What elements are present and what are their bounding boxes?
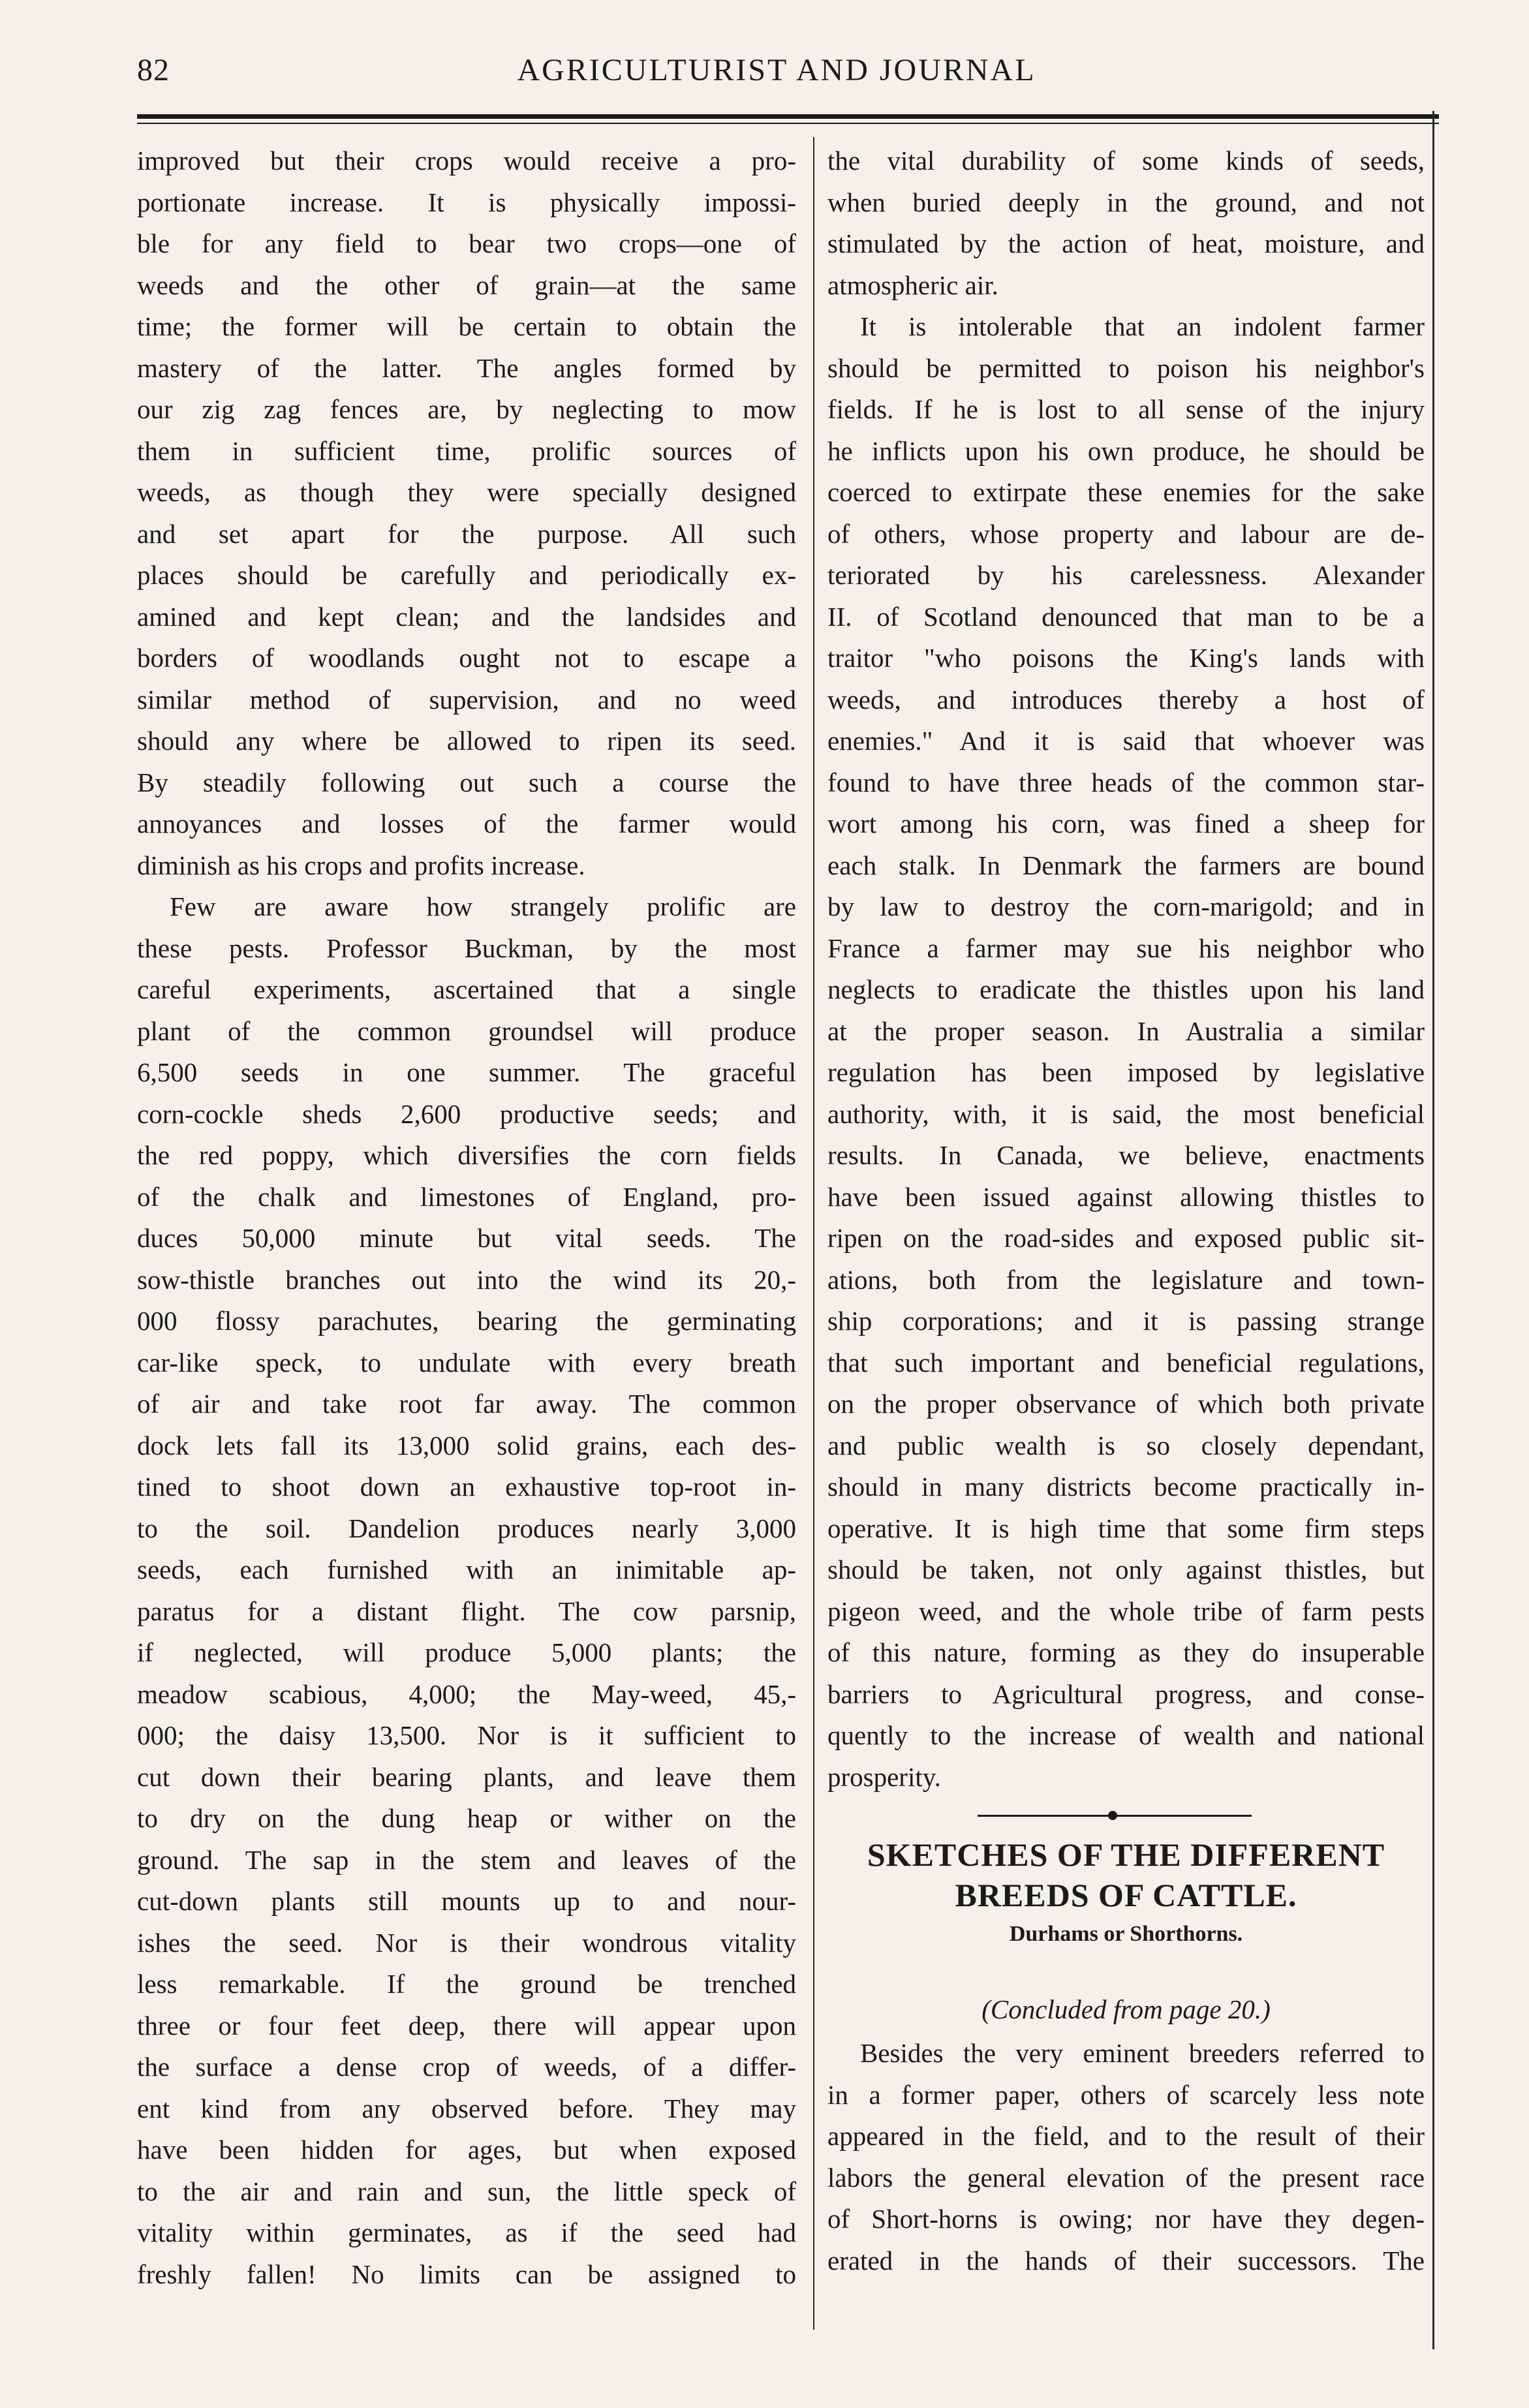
text-line: plant of the common groundsel will produce xyxy=(137,1015,796,1046)
text-line: teriorated by his carelessness. Alexander xyxy=(827,560,1425,590)
text-line: vitality within germinates, as if the seed had xyxy=(137,2217,796,2247)
header-rule-thin xyxy=(137,123,1439,124)
text-line: by law to destroy the corn-marigold; and in xyxy=(827,891,1425,921)
text-line: found to have three heads of the common star- xyxy=(827,767,1425,797)
text-line: authority, with, it is said, the most beneficial xyxy=(827,1098,1425,1129)
text-line: have been hidden for ages, but when exposed xyxy=(137,2135,796,2165)
text-line: ground. The sap in the stem and leaves of the xyxy=(137,1844,796,1875)
text-line: appeared in the field, and to the result of their xyxy=(827,2121,1425,2151)
text-line: It is intolerable that an indolent farmer xyxy=(860,311,1425,341)
text-line: mastery of the latter. The angles formed by xyxy=(137,352,796,383)
text-line: dock lets fall its 13,000 solid grains, each des- xyxy=(137,1430,796,1460)
text-line: coerced to extirpate these enemies for the sake xyxy=(827,477,1425,507)
text-line: quently to the increase of wealth and national xyxy=(827,1720,1425,1750)
text-line: on the proper observance of which both private xyxy=(827,1389,1425,1419)
text-line: annoyances and losses of the farmer would xyxy=(137,809,796,839)
text-line: regulation has been imposed by legislative xyxy=(827,1057,1425,1087)
text-line: should any where be allowed to ripen its seed. xyxy=(137,726,796,756)
text-line: of Short-horns is owing; nor have they degen- xyxy=(827,2204,1425,2234)
text-line: less remarkable. If the ground be trenched xyxy=(137,1969,796,1999)
text-line: the surface a dense crop of weeds, of a differ- xyxy=(137,2052,796,2082)
text-line: have been issued against allowing thistles to xyxy=(827,1181,1425,1212)
text-line: three or four feet deep, there will appear upon xyxy=(137,2010,796,2041)
text-line: freshly fallen! No limits can be assigned to xyxy=(137,2259,796,2289)
text-line: ship corporations; and it is passing strange xyxy=(827,1306,1425,1336)
text-line: ripen on the road-sides and exposed public sit- xyxy=(827,1223,1425,1253)
right-column xyxy=(827,140,1425,2349)
text-line: he inflicts upon his own produce, he should be xyxy=(827,435,1425,466)
text-line: weeds and the other of grain—at the same xyxy=(137,270,796,300)
text-line: ble for any field to bear two crops—one of xyxy=(137,228,796,258)
article-subheading: Durhams or Shorthorns. xyxy=(1009,1922,1243,1946)
text-line: the vital durability of some kinds of seeds, xyxy=(827,146,1425,176)
text-line: ent kind from any observed before. They may xyxy=(137,2093,796,2123)
text-line: weeds, and introduces thereby a host of xyxy=(827,684,1425,715)
text-line: France a farmer may sue his neighbor who xyxy=(827,933,1425,963)
text-line: By steadily following out such a course the xyxy=(137,767,796,797)
text-line: should be permitted to poison his neighbor's xyxy=(827,352,1425,383)
text-line: borders of woodlands ought not to escape a xyxy=(137,643,796,673)
text-line: II. of Scotland denounced that man to be a xyxy=(827,601,1425,632)
text-line: enemies." And it is said that whoever was xyxy=(827,726,1425,756)
text-line: them in sufficient time, prolific sources of xyxy=(137,435,796,466)
text-line: to dry on the dung heap or wither on the xyxy=(137,1803,796,1833)
text-line: portionate increase. It is physically impossi- xyxy=(137,187,796,217)
text-line: each stalk. In Denmark the farmers are bound xyxy=(827,850,1425,880)
text-line: cut-down plants still mounts up to and nour- xyxy=(137,1886,796,1916)
section-separator xyxy=(827,1798,1425,1834)
journal-title: AGRICULTURIST AND JOURNAL xyxy=(517,53,1036,87)
running-head xyxy=(137,52,1416,98)
text-line: seeds, each furnished with an inimitable ap- xyxy=(137,1554,796,1584)
page-number: 82 xyxy=(137,53,170,87)
text-line: operative. It is high time that some firm steps xyxy=(827,1513,1425,1543)
text-line: pigeon weed, and the whole tribe of farm pests xyxy=(827,1596,1425,1626)
text-line: of air and take root far away. The common xyxy=(137,1389,796,1419)
article-body xyxy=(827,2033,1425,2281)
text-line: of others, whose property and labour are de- xyxy=(827,518,1425,549)
text-line: these pests. Professor Buckman, by the most xyxy=(137,933,796,963)
text-line: fields. If he is lost to all sense of the injury xyxy=(827,394,1425,424)
text-line: corn-cockle sheds 2,600 productive seeds; and xyxy=(137,1098,796,1129)
text-line: sow-thistle branches out into the wind its 20,- xyxy=(137,1264,796,1295)
text-line: Besides the very eminent breeders referred to xyxy=(860,2038,1425,2068)
text-line: weeds, as though they were specially designed xyxy=(137,477,796,507)
text-line: duces 50,000 minute but vital seeds. The xyxy=(137,1223,796,1253)
text-line: if neglected, will produce 5,000 plants; the xyxy=(137,1637,796,1667)
text-line: at the proper season. In Australia a similar xyxy=(827,1015,1425,1046)
text-line: stimulated by the action of heat, moisture, and xyxy=(827,228,1425,258)
article-heading-line-2: BREEDS OF CATTLE. xyxy=(955,1877,1297,1913)
text-line: labors the general elevation of the present race xyxy=(827,2162,1425,2193)
text-line: similar method of supervision, and no weed xyxy=(137,684,796,715)
page-edge-rule xyxy=(1432,111,1434,2349)
text-line: our zig zag fences are, by neglecting to mow xyxy=(137,394,796,424)
continuation-note: (Concluded from page 20.) xyxy=(981,1994,1271,2024)
text-line: and public wealth is so closely dependant, xyxy=(827,1430,1425,1460)
text-line: ations, both from the legislature and town- xyxy=(827,1264,1425,1295)
text-line: of the chalk and limestones of England, pro- xyxy=(137,1181,796,1212)
left-column xyxy=(137,140,796,2295)
text-line: should in many districts become practically in- xyxy=(827,1472,1425,1502)
text-line: in a former paper, others of scarcely less note xyxy=(827,2079,1425,2110)
text-line: traitor "who poisons the King's lands with xyxy=(827,643,1425,673)
text-line: ishes the seed. Nor is their wondrous vitality xyxy=(137,1927,796,1958)
text-line: paratus for a distant flight. The cow parsnip, xyxy=(137,1596,796,1626)
text-line: cut down their bearing plants, and leave them xyxy=(137,1761,796,1792)
article-heading: SKETCHES OF THE DIFFERENT xyxy=(867,1836,1385,1873)
text-line: should be taken, not only against thistles, but xyxy=(827,1554,1425,1584)
text-line: neglects to eradicate the thistles upon his land xyxy=(827,974,1425,1004)
text-line: tined to shoot down an exhaustive top-root in- xyxy=(137,1472,796,1502)
text-line: that such important and beneficial regulations, xyxy=(827,1347,1425,1378)
text-line: to the air and rain and sun, the little speck of xyxy=(137,2176,796,2206)
right-column-text xyxy=(827,140,1425,1798)
text-line: erated in the hands of their successors. The xyxy=(827,2245,1425,2276)
text-line: the red poppy, which diversifies the corn fields xyxy=(137,1140,796,1170)
text-line: results. In Canada, we believe, enactments xyxy=(827,1140,1425,1170)
text-line: meadow scabious, 4,000; the May-weed, 45,- xyxy=(137,1678,796,1709)
text-line: when buried deeply in the ground, and not xyxy=(827,187,1425,217)
text-line: Few are aware how strangely prolific are xyxy=(170,891,796,921)
text-line: atmospheric air. xyxy=(827,270,998,300)
text-line: 000 flossy parachutes, bearing the germinating xyxy=(137,1306,796,1336)
text-line: careful experiments, ascertained that a single xyxy=(137,974,796,1004)
text-line: 6,500 seeds in one summer. The graceful xyxy=(137,1057,796,1087)
text-line: barriers to Agricultural progress, and conse- xyxy=(827,1678,1425,1709)
text-line: 000; the daisy 13,500. Nor is it sufficient to xyxy=(137,1720,796,1750)
text-line: to the soil. Dandelion produces nearly 3,000 xyxy=(137,1513,796,1543)
text-line: amined and kept clean; and the landsides and xyxy=(137,601,796,632)
text-line: wort among his corn, was fined a sheep for xyxy=(827,809,1425,839)
text-line: places should be carefully and periodically ex- xyxy=(137,560,796,590)
text-line: improved but their crops would receive a pro- xyxy=(137,146,796,176)
text-line: of this nature, forming as they do insuperable xyxy=(827,1637,1425,1667)
header-rule-thick xyxy=(137,114,1439,119)
text-line: time; the former will be certain to obtain the xyxy=(137,311,796,341)
text-line: and set apart for the purpose. All such xyxy=(137,518,796,549)
text-line: prosperity. xyxy=(827,1761,941,1792)
separator-dot xyxy=(1108,1811,1117,1820)
text-line: diminish as his crops and profits increase. xyxy=(137,850,585,880)
text-line: car-like speck, to undulate with every breath xyxy=(137,1347,796,1378)
column-divider xyxy=(813,137,814,2330)
spacer xyxy=(827,1953,1425,1986)
